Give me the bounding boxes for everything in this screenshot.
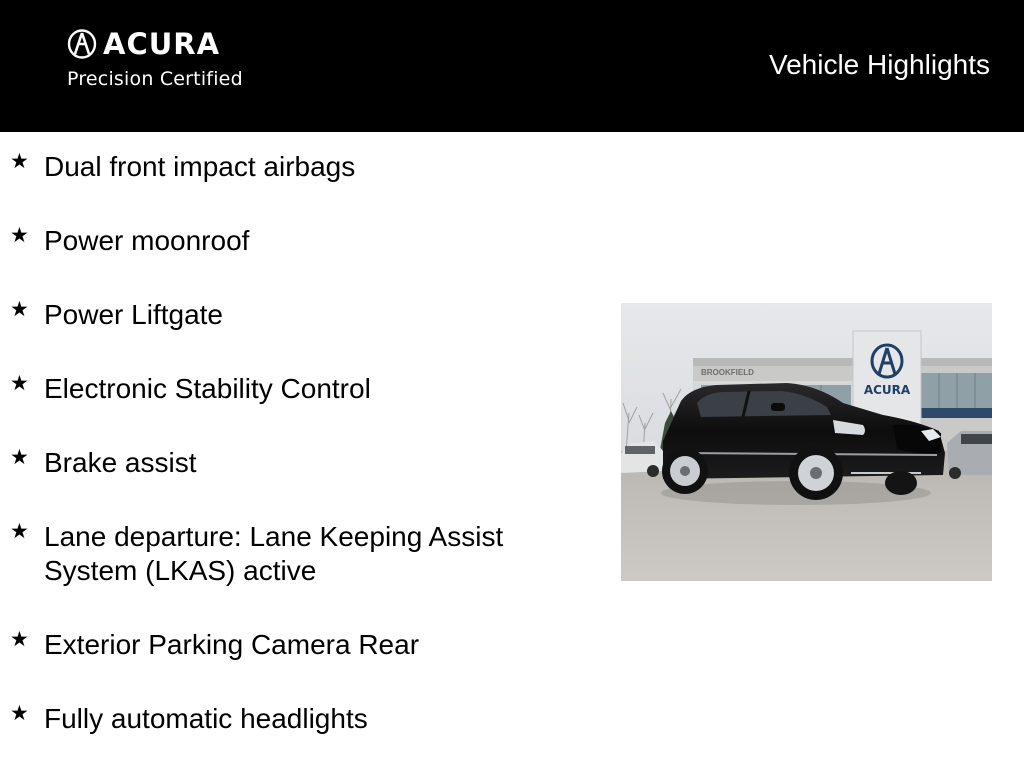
highlight-text: Lane departure: Lane Keeping Assist System (LKAS) active (44, 521, 504, 586)
highlight-text: Electronic Stability Control (44, 373, 371, 404)
highlight-text: Power Liftgate (44, 299, 223, 330)
vehicle-photo-illustration (621, 303, 992, 581)
star-icon: ★ (10, 223, 29, 247)
highlight-text: Exterior Parking Camera Rear (44, 629, 420, 660)
highlights-list (10, 150, 570, 768)
vehicle-photo (621, 303, 992, 581)
star-icon: ★ (10, 371, 29, 395)
brand-logo (67, 28, 287, 98)
list-item (10, 520, 570, 588)
dealer-name-text: BROOKFIELD (701, 368, 754, 377)
brand-subtitle: Precision Certified (67, 68, 243, 90)
highlight-text: Fully automatic headlights (44, 703, 368, 734)
star-icon: ★ (10, 297, 29, 321)
acura-emblem-icon (67, 29, 97, 59)
highlight-text: Brake assist (44, 447, 197, 478)
list-item (10, 298, 570, 332)
highlight-text: Power moonroof (44, 225, 250, 256)
parked-car-left (621, 441, 665, 477)
list-item (10, 446, 570, 480)
star-icon: ★ (10, 149, 29, 173)
parked-car-right (947, 431, 992, 479)
highlight-text: Dual front impact airbags (44, 151, 356, 182)
list-item (10, 372, 570, 406)
star-icon: ★ (10, 445, 29, 469)
brand-row (67, 28, 287, 60)
list-item (10, 628, 570, 662)
star-icon: ★ (10, 701, 29, 725)
dealer-sign-text: ACURA (863, 383, 911, 397)
star-icon: ★ (10, 519, 29, 543)
list-item (10, 150, 570, 184)
list-item (10, 702, 570, 736)
star-icon: ★ (10, 627, 29, 651)
page-title: Vehicle Highlights (768, 49, 990, 80)
header-bar (0, 0, 1024, 132)
brand-name: ACURA (103, 27, 221, 61)
list-item (10, 224, 570, 258)
